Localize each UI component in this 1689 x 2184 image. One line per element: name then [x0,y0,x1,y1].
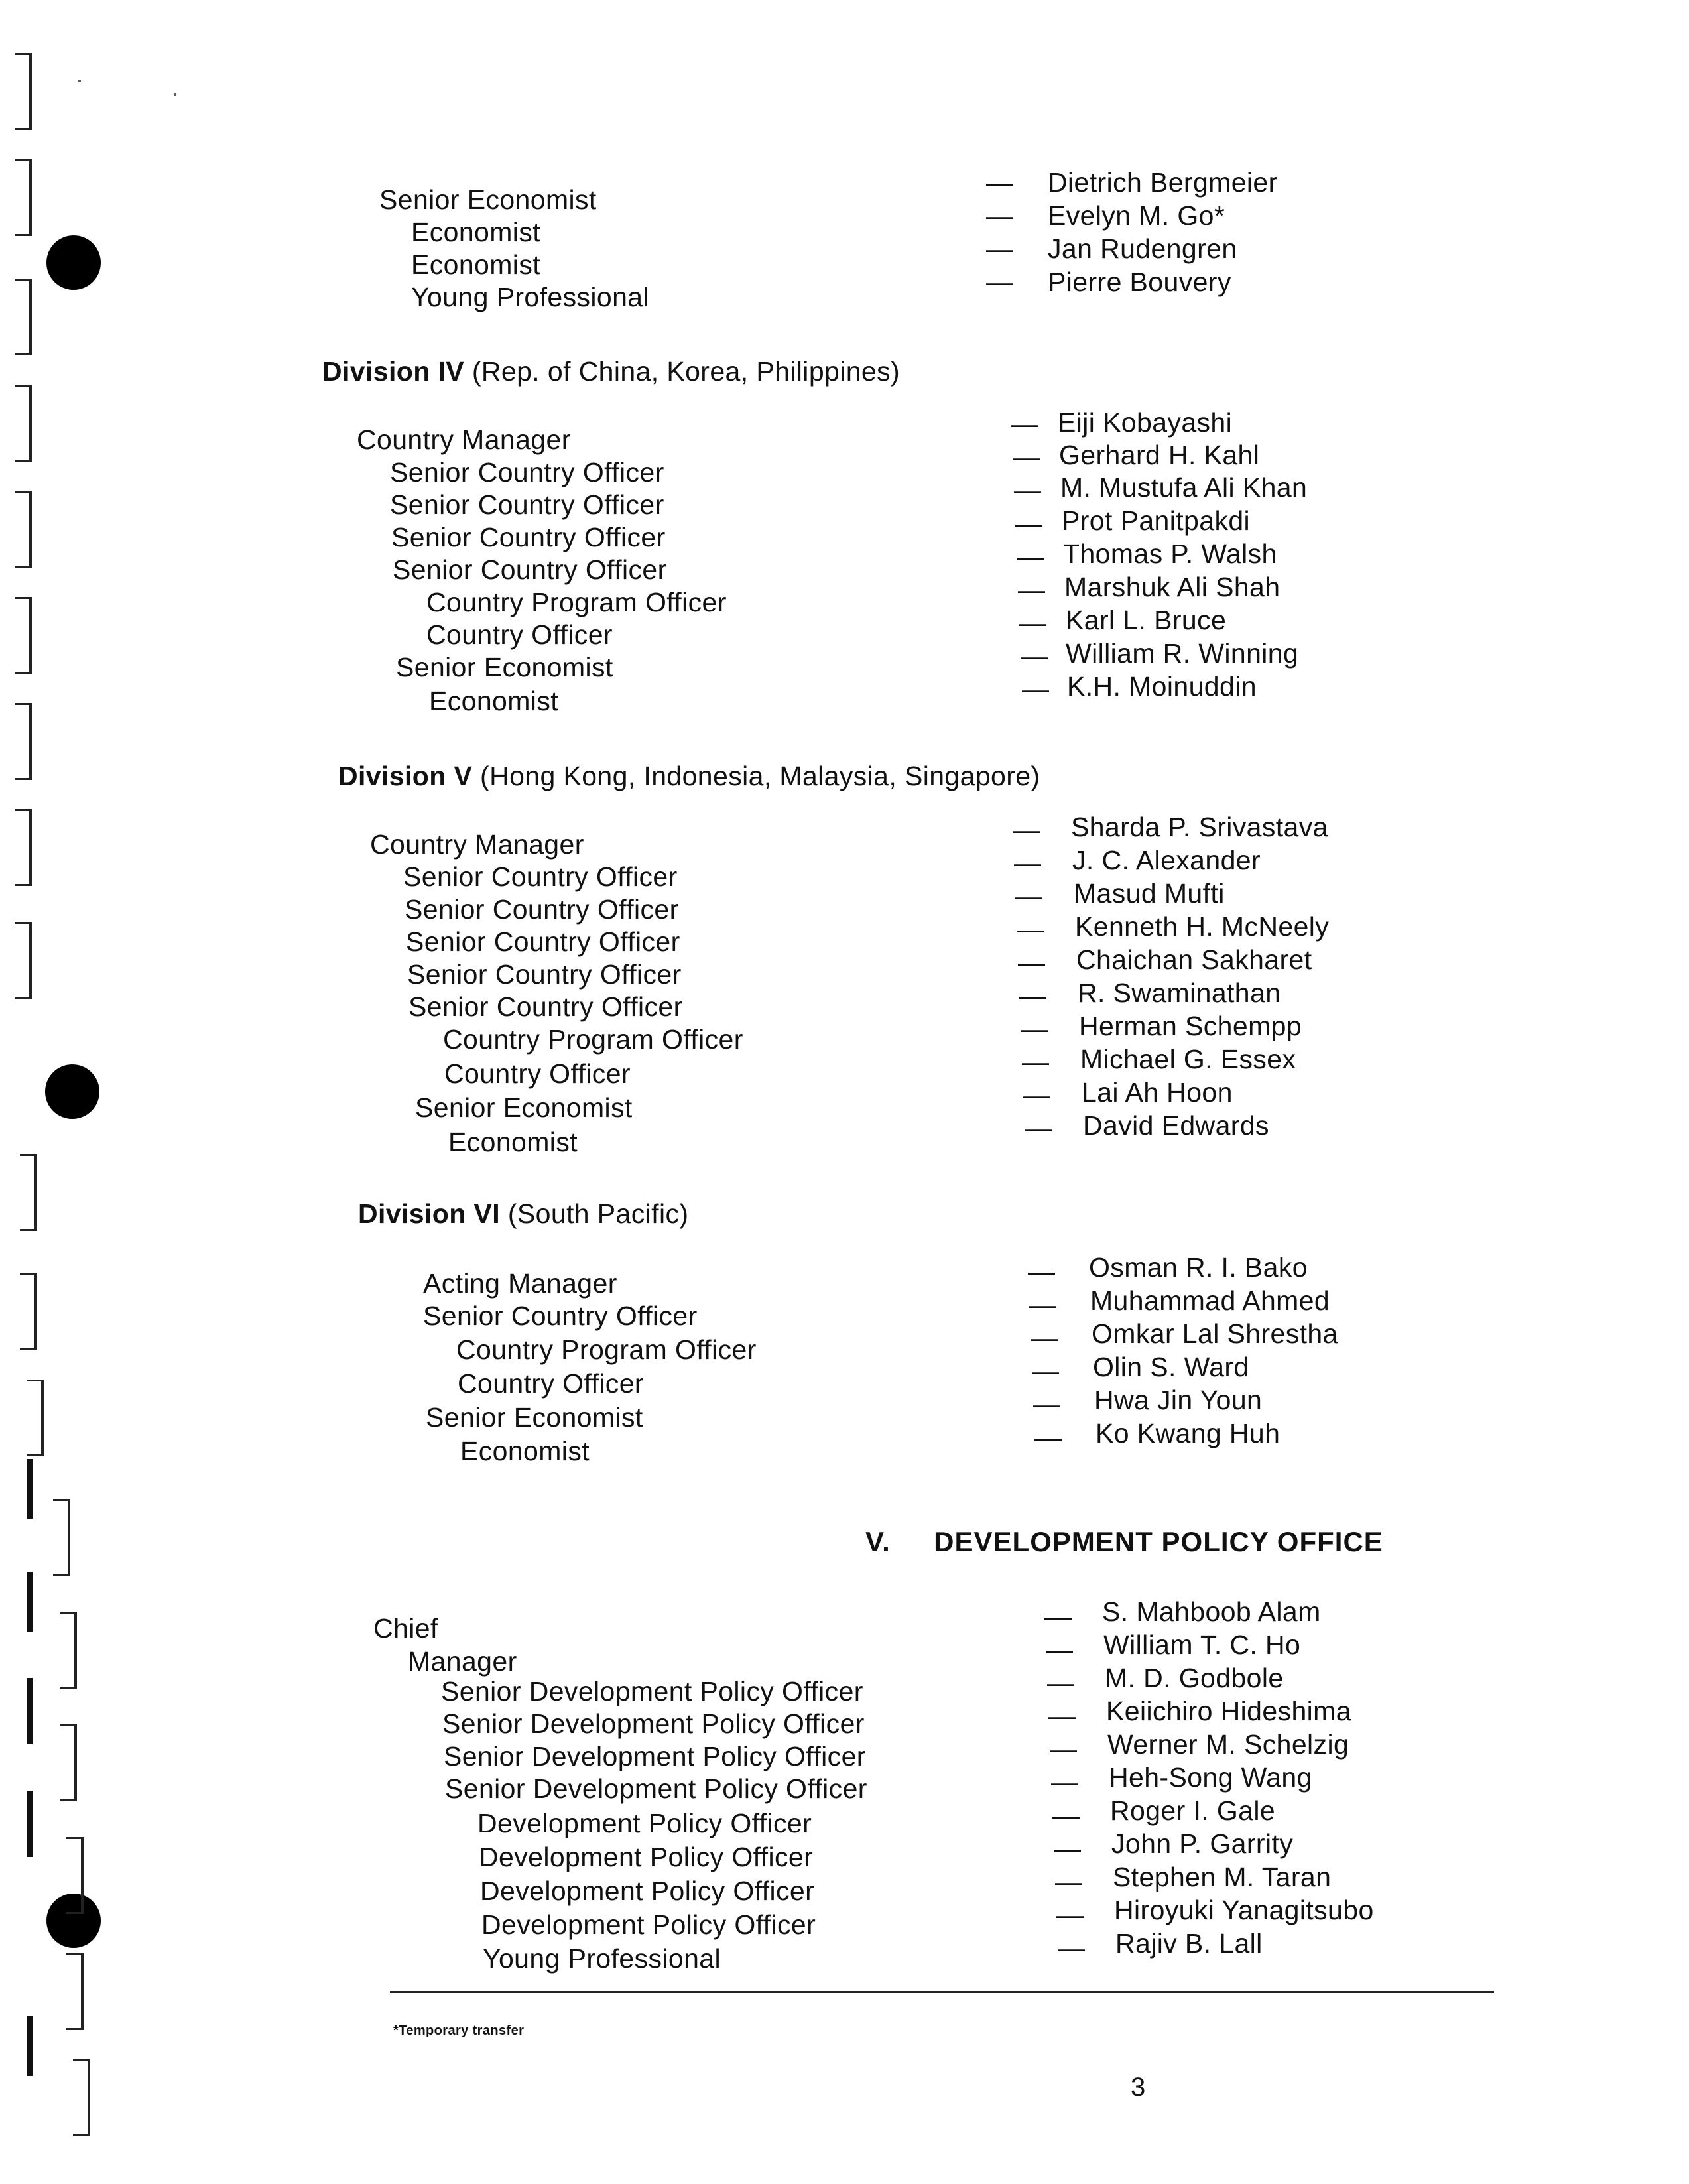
division-name: Division VI [358,1198,501,1229]
dash: — [1046,1634,1073,1665]
staff-name: Herman Schempp [1079,1011,1302,1041]
staff-title: Senior Country Officer [408,992,683,1022]
dash: — [1013,442,1040,472]
staff-name: Muhammad Ahmed [1090,1285,1330,1316]
staff-title: Senior Country Officer [407,959,682,990]
staff-name: Heh-Song Wang [1109,1762,1312,1793]
binder-bracket [20,1154,37,1231]
dash: — [986,167,1013,198]
binder-bracket [15,597,32,674]
binder-edge [0,0,113,2184]
page-number: 3 [1131,2073,1146,2102]
staff-title: Senior Economist [396,652,613,682]
dash: — [1015,508,1042,539]
footnote-rule [390,1991,1494,1993]
staff-title: Chief [373,1613,438,1643]
binder-bracket [15,809,32,886]
dash: — [1018,574,1045,605]
punch-hole [45,1064,99,1119]
dash: — [1023,1080,1050,1110]
staff-name: Masud Mufti [1074,878,1225,909]
staff-title: Country Program Officer [443,1024,743,1055]
dash: — [1052,1800,1080,1831]
dash: — [1019,608,1046,638]
staff-name: Eiji Kobayashi [1058,407,1233,438]
binder-bracket [60,1612,77,1689]
staff-title: Senior Country Officer [391,522,666,552]
staff-title: Country Officer [426,619,613,650]
binder-bracket [15,922,32,999]
staff-title: Country Program Officer [456,1334,757,1365]
binder-bracket [53,1499,70,1576]
dash: — [1031,1322,1058,1353]
staff-name: Omkar Lal Shrestha [1092,1318,1338,1349]
staff-name: Osman R. I. Bako [1089,1252,1308,1283]
dash: — [1021,1013,1048,1044]
dash: — [1058,1933,1085,1963]
staff-title: Economist [448,1127,578,1157]
section-number: V. [865,1526,891,1557]
staff-title: Development Policy Officer [477,1808,812,1838]
staff-title: Senior Development Policy Officer [444,1741,866,1771]
dash: — [986,233,1013,264]
staff-name: Olin S. Ward [1093,1352,1249,1382]
section-heading [865,1525,1383,1559]
binder-mark [27,1459,33,1519]
speck [174,93,176,96]
binder-bracket [15,385,32,462]
staff-name: Hiroyuki Yanagitsubo [1114,1895,1374,1925]
staff-title: Senior Country Officer [393,554,667,585]
dash: — [1029,1289,1056,1320]
dash: — [1033,1389,1060,1419]
division-name: Division IV [322,356,465,387]
staff-title: Senior Country Officer [405,894,679,925]
staff-name: K.H. Moinuddin [1067,671,1257,702]
dash: — [1022,674,1049,704]
binder-bracket [66,1837,84,1914]
division-heading [322,355,900,388]
staff-title: Acting Manager [423,1268,617,1299]
staff-name: Michael G. Essex [1080,1044,1296,1074]
binder-bracket [73,2059,90,2136]
dash: — [1013,814,1040,845]
dash: — [1050,1734,1077,1764]
staff-name: Roger I. Gale [1110,1795,1276,1826]
staff-title: Economist [411,249,541,280]
binder-bracket [60,1724,77,1801]
binder-bracket [27,1380,44,1456]
staff-title: Development Policy Officer [479,1842,814,1872]
speck [78,80,81,82]
staff-name: Ko Kwang Huh [1095,1418,1281,1448]
dash: — [1014,475,1041,505]
dash: — [1017,914,1044,944]
staff-title: Development Policy Officer [481,1909,816,1940]
staff-title: Economist [411,217,541,247]
dash: — [1044,1601,1072,1632]
staff-name: Dietrich Bergmeier [1048,167,1278,198]
staff-title: Young Professional [411,282,650,312]
dash: — [986,200,1013,231]
dash: — [1051,1767,1078,1797]
staff-name: Sharda P. Srivastava [1071,812,1328,842]
staff-name: Rajiv B. Lall [1115,1928,1263,1959]
dash: — [1048,1701,1076,1731]
binder-bracket [15,53,32,130]
division-region: (South Pacific) [507,1198,689,1229]
binder-mark [27,1572,33,1632]
dash: — [1014,848,1041,878]
dash: — [1047,1667,1074,1698]
staff-title: Country Program Officer [426,587,727,617]
dash: — [1015,881,1042,911]
staff-name: Pierre Bouvery [1048,267,1231,297]
dash: — [1011,409,1038,439]
division-heading [338,759,1040,793]
staff-title: Senior Development Policy Officer [441,1676,863,1706]
staff-title: Country Manager [357,424,571,455]
staff-name: Gerhard H. Kahl [1059,440,1260,470]
staff-name: Hwa Jin Youn [1094,1385,1263,1415]
binder-bracket [66,1953,84,2030]
staff-title: Senior Development Policy Officer [445,1773,867,1804]
staff-name: Evelyn M. Go* [1048,200,1225,231]
staff-title: Senior Development Policy Officer [442,1708,865,1739]
dash: — [986,267,1013,297]
staff-name: Lai Ah Hoon [1082,1077,1233,1108]
staff-name: Werner M. Schelzig [1107,1729,1349,1760]
division-name: Division V [338,761,473,791]
staff-title: Senior Economist [415,1092,633,1123]
staff-name: Jan Rudengren [1048,233,1237,264]
staff-title: Senior Country Officer [390,489,664,520]
dash: — [1018,947,1045,978]
binder-bracket [15,703,32,780]
staff-name: Stephen M. Taran [1113,1862,1332,1892]
dash: — [1032,1356,1059,1386]
staff-title: Economist [460,1436,590,1466]
dash: — [1055,1866,1082,1897]
staff-name: Karl L. Bruce [1066,605,1227,635]
section-title: DEVELOPMENT POLICY OFFICE [934,1526,1383,1557]
staff-name: William R. Winning [1066,638,1299,669]
staff-name: Keiichiro Hideshima [1106,1696,1351,1726]
dash: — [1019,980,1046,1011]
staff-name: Thomas P. Walsh [1063,539,1277,569]
staff-name: Marshuk Ali Shah [1064,572,1281,602]
staff-title: Senior Country Officer [406,927,680,957]
staff-name: M. D. Godbole [1105,1663,1284,1693]
dash: — [1021,641,1048,671]
punch-hole [46,235,101,290]
division-heading [358,1197,688,1230]
dash: — [1034,1422,1062,1452]
dash: — [1028,1256,1055,1287]
dash: — [1056,1899,1084,1930]
binder-bracket [15,159,32,236]
staff-title: Senior Economist [426,1402,643,1433]
division-region: (Rep. of China, Korea, Philippines) [471,356,901,387]
staff-title: Economist [429,686,559,716]
staff-title: Development Policy Officer [480,1876,815,1906]
dash: — [1025,1113,1052,1143]
staff-title: Country Officer [458,1368,644,1399]
staff-name: Chaichan Sakharet [1076,944,1312,975]
dash: — [1054,1833,1081,1864]
staff-title: Senior Country Officer [390,457,664,487]
binder-bracket [20,1273,37,1350]
staff-title: Senior Country Officer [423,1301,698,1331]
binder-bracket [15,491,32,568]
staff-title: Senior Economist [379,184,597,215]
footnote: *Temporary transfer [393,2023,525,2038]
dash: — [1022,1047,1049,1077]
staff-name: Kenneth H. McNeely [1075,911,1330,942]
division-region: (Hong Kong, Indonesia, Malaysia, Singapore) [480,761,1040,791]
staff-name: David Edwards [1083,1110,1269,1141]
staff-name: R. Swaminathan [1078,978,1281,1008]
binder-mark [27,2016,33,2076]
staff-name: J. C. Alexander [1072,845,1261,875]
dash: — [1017,541,1044,572]
staff-title: Young Professional [483,1943,721,1974]
staff-name: John P. Garrity [1111,1829,1294,1859]
binder-bracket [15,279,32,355]
staff-name: Prot Panitpakdi [1062,505,1251,536]
staff-name: William T. C. Ho [1103,1630,1301,1660]
staff-title: Country Officer [444,1059,631,1089]
staff-title: Manager [408,1646,517,1677]
staff-title: Country Manager [370,829,584,860]
binder-mark [27,1678,33,1744]
binder-mark [27,1791,33,1857]
staff-title: Senior Country Officer [403,862,678,892]
staff-name: M. Mustufa Ali Khan [1060,472,1308,503]
staff-name: S. Mahboob Alam [1102,1596,1321,1627]
